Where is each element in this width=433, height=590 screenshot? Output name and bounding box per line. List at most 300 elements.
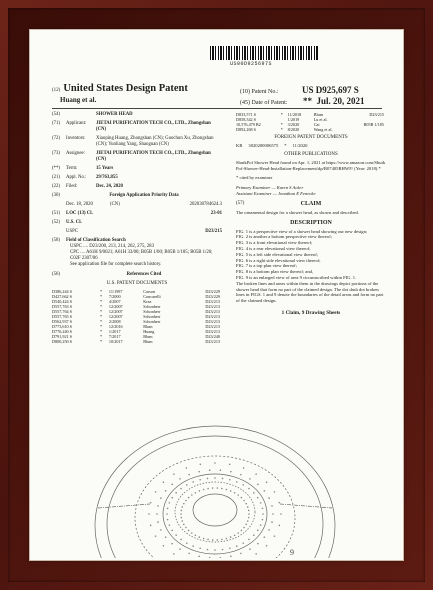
nozzle-dot	[226, 538, 228, 540]
priority-title: Foreign Application Priority Data	[109, 193, 179, 198]
table-cell: Blum	[313, 112, 323, 117]
table-cell: Schonherr	[143, 314, 161, 319]
table-cell: 12/2007	[108, 304, 123, 309]
nozzle-dot	[274, 535, 276, 537]
nozzle-dot	[241, 530, 243, 532]
nozzle-dot	[188, 553, 190, 555]
field-code: (71)	[52, 121, 60, 126]
nozzle-dot	[240, 474, 242, 476]
field-value: 15 Years	[96, 166, 114, 171]
nozzle-dot	[171, 497, 173, 499]
nozzle-dot	[222, 478, 224, 480]
date-star: **	[303, 96, 312, 106]
claims-summary: 1 Claim, 9 Drawing Sheets	[281, 309, 341, 316]
nozzle-dot	[248, 488, 250, 490]
refs-subtitle: U.S. PATENT DOCUMENTS	[106, 281, 168, 286]
field-label: Term:	[66, 166, 78, 171]
table-cell: *	[100, 324, 103, 329]
nozzle-dot	[163, 545, 165, 547]
table-cell: Kraz	[143, 299, 152, 304]
code-52: (52)	[52, 220, 60, 225]
nozzle-dot	[221, 539, 223, 541]
nozzle-dot	[236, 481, 238, 483]
nozzle-dot	[217, 487, 219, 489]
table-cell: 10/2017	[108, 339, 123, 344]
table-cell: *	[100, 294, 103, 299]
field-label: Assignee:	[66, 151, 85, 156]
nozzle-dot	[169, 502, 171, 504]
nozzle-dot	[266, 545, 268, 547]
table-cell: D858,342 S	[236, 117, 257, 122]
right-column	[236, 112, 386, 319]
nozzle-dot	[230, 556, 232, 558]
table-cell: D23/229	[205, 294, 220, 299]
nozzle-dot	[173, 473, 175, 475]
nozzle-dot	[247, 520, 249, 522]
table-cell: Blum	[143, 324, 153, 329]
table-cell: D892,268 S	[236, 127, 257, 132]
priority-country: (CN)	[110, 202, 120, 207]
code-56: (56)	[52, 272, 60, 277]
nozzle-dot	[186, 467, 188, 469]
nozzle-dot	[166, 513, 168, 515]
nozzle-dot	[191, 532, 193, 534]
nozzle-dot	[220, 557, 222, 558]
nozzle-dot	[257, 543, 259, 545]
nozzle-dot	[243, 527, 245, 529]
nozzle-dot	[199, 536, 201, 538]
table-cell: D833,571 S	[236, 112, 257, 117]
figure-description: FIG. 7 is a top plan view thereof;	[236, 263, 297, 269]
table-cell: *	[100, 314, 103, 319]
nozzle-dot	[179, 548, 181, 550]
document-type-text: United States Design Patent	[63, 83, 188, 94]
patent-date-label: Date of Patent:	[251, 100, 288, 106]
table-cell: *	[100, 319, 103, 324]
nozzle-dot	[245, 503, 247, 505]
nozzle-dot	[248, 517, 250, 519]
table-row	[52, 339, 222, 344]
nozzle-dot	[274, 491, 276, 493]
nozzle-dot	[185, 527, 187, 529]
priority-date: Dec. 18, 2020	[66, 202, 93, 207]
uscl-label: U.S. Cl.	[66, 220, 82, 225]
nozzle-dot	[272, 513, 274, 515]
field-value: SHOWER HEAD	[96, 112, 133, 117]
nozzle-dot	[181, 506, 183, 508]
nozzle-dot	[203, 489, 205, 491]
table-cell: 2/2008	[108, 319, 121, 324]
figure-description: FIG. 8 is a bottom plan view thereof; and,	[236, 269, 314, 275]
table-cell: Carson	[143, 289, 156, 294]
table-cell: D791,921 S	[52, 334, 73, 339]
table-cell: 4/2007	[108, 299, 121, 304]
nozzle-dot	[242, 542, 244, 544]
table-cell: D557,764 S	[52, 309, 73, 314]
nozzle-dot	[160, 529, 162, 531]
nozzle-dot	[163, 481, 165, 483]
table-cell: D23/213	[205, 339, 220, 344]
table-cell: Concarelli	[143, 294, 161, 299]
field-code: (72)	[52, 136, 60, 141]
table-cell: D23/213	[205, 314, 220, 319]
table-cell: 12/2007	[108, 309, 123, 314]
nozzle-dot	[237, 532, 239, 534]
table-cell: Blum	[143, 334, 153, 339]
code-51: (51)	[52, 211, 60, 216]
nozzle-dot	[230, 490, 232, 492]
nozzle-dot	[229, 463, 231, 465]
table-cell: D23/213	[205, 304, 220, 309]
nozzle-dot	[167, 519, 169, 521]
field-row	[52, 175, 222, 181]
nozzle-dot	[207, 488, 209, 490]
nozzle-dot	[186, 484, 188, 486]
nozzle-dot	[271, 505, 273, 507]
nozzle-dot	[192, 481, 194, 483]
nozzle-dot	[207, 539, 209, 541]
table-cell	[349, 127, 386, 132]
loc-field	[52, 211, 222, 217]
nozzle-dot	[157, 521, 159, 523]
nozzle-dot	[180, 513, 182, 515]
nozzle-dot	[169, 524, 171, 526]
nozzle-dot	[171, 530, 173, 532]
table-cell: 7/2000	[108, 294, 121, 299]
figure-description: FIG. 6 is a right side elevational view thereof;	[236, 257, 321, 263]
nozzle-dot	[207, 549, 209, 551]
assistant-examiner: Assistant Examiner — Jonathan E Fenecke	[236, 190, 316, 196]
document-type	[52, 83, 188, 94]
nozzle-dot	[198, 556, 200, 558]
table-cell: D557,763 S	[52, 304, 73, 309]
patent-number-row	[240, 85, 359, 95]
field-usrc-value: D23/200, 213, 214, 262, 275, 283	[89, 244, 154, 249]
nozzle-dot	[230, 536, 232, 538]
nozzle-dot	[175, 534, 177, 536]
table-cell: *	[100, 334, 103, 339]
nozzle-dot	[195, 534, 197, 536]
nozzle-dot	[221, 488, 223, 490]
priority-number: 202030784624.3	[189, 202, 222, 207]
field-code: (22)	[52, 184, 60, 189]
nozzle-dot	[167, 508, 169, 510]
nozzle-dot	[212, 487, 214, 489]
nozzle-dot	[175, 492, 177, 494]
references-table	[52, 289, 222, 344]
field-row	[52, 184, 222, 190]
claim-text: The ornamental design for a shower head, as shown and described.	[236, 209, 359, 215]
nozzle-dot	[262, 519, 264, 521]
field-usrc-label: USPC	[70, 244, 82, 249]
bibliographic-fields	[52, 112, 222, 190]
table-cell: 11/2018	[287, 112, 302, 117]
nozzle-dot	[226, 489, 228, 491]
nozzle-dot	[279, 525, 281, 527]
field-value: Xiaoping Huang, Zhongshan (CN); Guochun Xu, Zhongshan (CN); Yunliang Yang, Shaoguan (CN)	[96, 136, 214, 147]
nozzle-dot	[188, 530, 190, 532]
nozzle-dot	[229, 479, 231, 481]
nozzle-dot	[180, 539, 182, 541]
left-column	[52, 112, 222, 344]
field-label: Filed:	[66, 184, 78, 189]
figure-description: FIG. 3 is a front elevational view thereof;	[236, 240, 313, 246]
table-cell: D23/240	[205, 334, 220, 339]
table-cell: 12/2007	[108, 314, 123, 319]
table-cell: 8/2020	[287, 127, 300, 132]
nozzle-dot	[248, 513, 250, 515]
claim-title: CLAIM	[300, 200, 322, 207]
barcode	[210, 46, 318, 60]
table-cell: D800,250 S	[52, 339, 73, 344]
field-cpc-value: A61H 9/0021; A61H 33/00; B05B 1/00; B05B 1/185; B05B 1/26; C02F 2307/06	[70, 250, 213, 261]
code-57: (57)	[236, 200, 245, 206]
nozzle-dot	[243, 467, 245, 469]
nozzle-dot	[171, 543, 173, 545]
table-cell: 1/2019	[287, 117, 300, 122]
table-cell: *	[280, 122, 283, 127]
table-cell: Wang et al.	[313, 127, 333, 132]
nozzle-dot	[248, 539, 250, 541]
cited-note: * cited by examiner	[236, 175, 273, 181]
nozzle-dot	[241, 497, 243, 499]
nozzle-dot	[198, 471, 200, 473]
nozzle-dot	[150, 525, 152, 527]
nozzle-dot	[271, 521, 273, 523]
nozzle-dot	[200, 463, 202, 465]
nozzle-dot	[230, 471, 232, 473]
nozzle-dot	[165, 490, 167, 492]
field-label: Appl. No.:	[66, 175, 87, 180]
barcode-number: US00D925697S	[230, 61, 273, 67]
table-cell: 7/2017	[108, 334, 121, 339]
patent-document	[30, 30, 403, 560]
foreign-country: KR	[236, 143, 243, 148]
nozzle-dot	[280, 513, 282, 515]
nozzle-dot	[266, 481, 268, 483]
nozzle-dot	[260, 502, 262, 504]
nozzle-dot	[253, 534, 255, 536]
table-cell: D540,424 S	[52, 299, 73, 304]
code-58: (58)	[52, 238, 60, 243]
nozzle-dot	[222, 549, 224, 551]
table-cell: 10,576,479 B2	[236, 122, 261, 127]
other-publications-text: ShuikPof Shower Head found on Apr. 1, 2021 at https://www.amazon.com/ShuikPof-Shower-Head-Installation-Replacement/dp/B07405RHWF/ (Year: 2018).*	[236, 159, 386, 171]
nozzle-dot	[247, 506, 249, 508]
field-row	[52, 136, 222, 148]
nozzle-dot	[186, 542, 188, 544]
nozzle-dot	[214, 462, 216, 464]
table-cell: Cai	[313, 122, 320, 127]
other-publications-title: OTHER PUBLICATIONS	[284, 151, 338, 157]
figure-description: FIG. 5 is a left side elevational view thereof;	[236, 251, 319, 257]
table-cell: D23/229	[205, 289, 220, 294]
nozzle-dot	[260, 524, 262, 526]
nozzle-dot	[157, 505, 159, 507]
foreign-number: 3020200006575	[248, 143, 279, 148]
patent-number: US D925,697 S	[302, 85, 359, 95]
uscl-usrc: USPC	[66, 229, 78, 234]
field-row	[52, 121, 222, 133]
nozzle-dot	[180, 488, 182, 490]
nozzle-dot	[148, 513, 150, 515]
claim-header	[236, 201, 386, 207]
nozzle-dot	[199, 479, 201, 481]
nozzle-dot	[242, 484, 244, 486]
field-value: 29/763,855	[96, 175, 118, 180]
table-cell: D386,244 S	[52, 289, 73, 294]
table-cell: *	[100, 329, 103, 334]
table-cell: *	[100, 299, 103, 304]
shower-head-drawing	[90, 408, 340, 558]
table-cell: 3/2020	[287, 122, 300, 127]
figure-description: FIG. 4 is a rear elevational view thereof;	[236, 245, 311, 251]
loc-value: 23-01	[210, 211, 222, 216]
nozzle-dot	[264, 536, 266, 538]
figure-description: FIG. 1 is a perspective view of a shower head showing our new design;	[236, 228, 368, 234]
table-cell: *	[280, 112, 283, 117]
table-cell: Lu et al.	[313, 117, 328, 122]
nozzle-dot	[279, 502, 281, 504]
nozzle-dot	[209, 469, 211, 471]
primary-examiner: Primary Examiner — Karen S Acker	[236, 185, 304, 191]
table-cell: Schonherr	[143, 319, 161, 324]
nozzle-dot	[209, 557, 211, 558]
drawing-label: 9	[290, 548, 294, 557]
nozzle-dot	[192, 545, 194, 547]
table-cell: D23/213	[205, 329, 220, 334]
authors: Huang et al.	[60, 96, 97, 104]
nozzle-dot	[255, 553, 257, 555]
table-cell: D23/215	[369, 112, 384, 117]
nozzle-dot	[181, 520, 183, 522]
nozzle-dot	[203, 538, 205, 540]
field-row	[52, 166, 222, 172]
nozzle-dot	[179, 478, 181, 480]
table-cell: D427,662 S	[52, 294, 73, 299]
nozzle-dot	[268, 497, 270, 499]
field-label: Inventors:	[66, 136, 86, 141]
table-cell: D23/213	[205, 309, 220, 314]
nozzle-dot	[240, 553, 242, 555]
field-code: (**)	[52, 166, 60, 171]
broken-lines-text: The broken lines and areas within them in the drawings depict portions of the shower head that form no part of the claimed design. The dot dash dot broken lines in FIGS. 1 and 9 denote the boundaries of the detail areas and form no part of the claimed design.	[236, 280, 384, 304]
priority-field	[52, 193, 222, 199]
table-cell: *	[280, 127, 283, 132]
table-cell: D776,240 S	[52, 329, 73, 334]
table-cell: Schonherr	[143, 309, 161, 314]
refs-field	[52, 272, 222, 278]
code-45: (45)	[240, 100, 250, 106]
table-cell: *	[100, 304, 103, 309]
code-10: (10)	[240, 89, 250, 95]
nozzle-dot	[195, 492, 197, 494]
figure-descriptions	[236, 229, 386, 281]
uscl-row	[52, 229, 222, 235]
field-value: Dec. 24, 2020	[96, 184, 123, 189]
nozzle-dot	[171, 484, 173, 486]
table-cell: Blum	[143, 339, 153, 344]
foreign-date: 11/2020	[292, 143, 308, 148]
nozzle-dot	[253, 492, 255, 494]
nozzle-dot	[212, 539, 214, 541]
field-cpc-label: CPC	[70, 250, 80, 255]
field-label: Applicant:	[66, 121, 87, 126]
nozzle-dot	[199, 490, 201, 492]
figure-description: FIG. 2 is another a bottom perspective view thereof;	[236, 234, 333, 240]
code-30: (30)	[52, 193, 60, 198]
header-rule	[52, 108, 382, 109]
field-row	[52, 112, 222, 118]
nozzle-dot	[220, 469, 222, 471]
nozzle-dot	[257, 484, 259, 486]
patent-date-row	[240, 96, 365, 106]
table-cell: *	[100, 309, 103, 314]
field-value: JIETAI PURIFICATION TECH CO., LTD., Zhongshan (CN)	[96, 151, 211, 162]
refs-title: References Cited	[126, 272, 162, 277]
table-cell: Huang	[143, 329, 155, 334]
nozzle-dot	[185, 500, 187, 502]
nozzle-dot	[199, 547, 201, 549]
nozzle-dot	[188, 474, 190, 476]
nozzle-dot	[191, 494, 193, 496]
nozzle-dot	[264, 490, 266, 492]
nozzle-dot	[249, 548, 251, 550]
figure-description: FIG. 9 is an enlarged view of area 9 circumscribed within FIG. 1.	[236, 274, 357, 280]
table-cell: D557,765 S	[52, 314, 73, 319]
nozzle-dot	[181, 510, 183, 512]
nozzle-dot	[156, 513, 158, 515]
nozzle-dot	[183, 524, 185, 526]
field-code: (54)	[52, 112, 60, 117]
table-cell: 1/2017	[108, 329, 121, 334]
nozzle-dot	[236, 545, 238, 547]
patent-number-label: Patent No.:	[251, 89, 279, 95]
foreign-row	[236, 143, 386, 149]
nozzle-dot	[160, 497, 162, 499]
table-cell: 11/1997	[108, 289, 123, 294]
nozzle-dot	[150, 502, 152, 504]
table-cell: D773,610 S	[52, 324, 73, 329]
uscl-field	[52, 220, 222, 226]
table-cell: *	[100, 289, 103, 294]
nozzle-dot	[234, 492, 236, 494]
nozzle-dot	[245, 524, 247, 526]
table-cell: D23/213	[205, 299, 220, 304]
nozzle-dot	[183, 503, 185, 505]
nozzle-dot	[237, 494, 239, 496]
nozzle-dot	[234, 534, 236, 536]
nozzle-dot	[173, 553, 175, 555]
priority-row	[52, 202, 222, 208]
references-table-continued	[236, 112, 386, 132]
nozzle-dot	[214, 549, 216, 551]
uscl-value: D23/215	[205, 229, 222, 234]
nozzle-dot	[181, 517, 183, 519]
foreign-title: FOREIGN PATENT DOCUMENTS	[274, 135, 348, 140]
table-cell: D562,937 S	[52, 319, 73, 324]
table-cell: 12/2016	[108, 324, 123, 329]
field-label	[66, 112, 96, 118]
nozzle-dot	[243, 500, 245, 502]
field-value: JIETAI PURIFICATION TECH CO., LTD., Zhongshan (CN)	[96, 121, 211, 132]
description-title: DESCRIPTION	[290, 219, 332, 226]
nozzle-dot	[257, 497, 259, 499]
nozzle-dot	[248, 510, 250, 512]
nozzle-dot	[155, 535, 157, 537]
table-cell: D23/213	[205, 324, 220, 329]
nozzle-dot	[188, 497, 190, 499]
